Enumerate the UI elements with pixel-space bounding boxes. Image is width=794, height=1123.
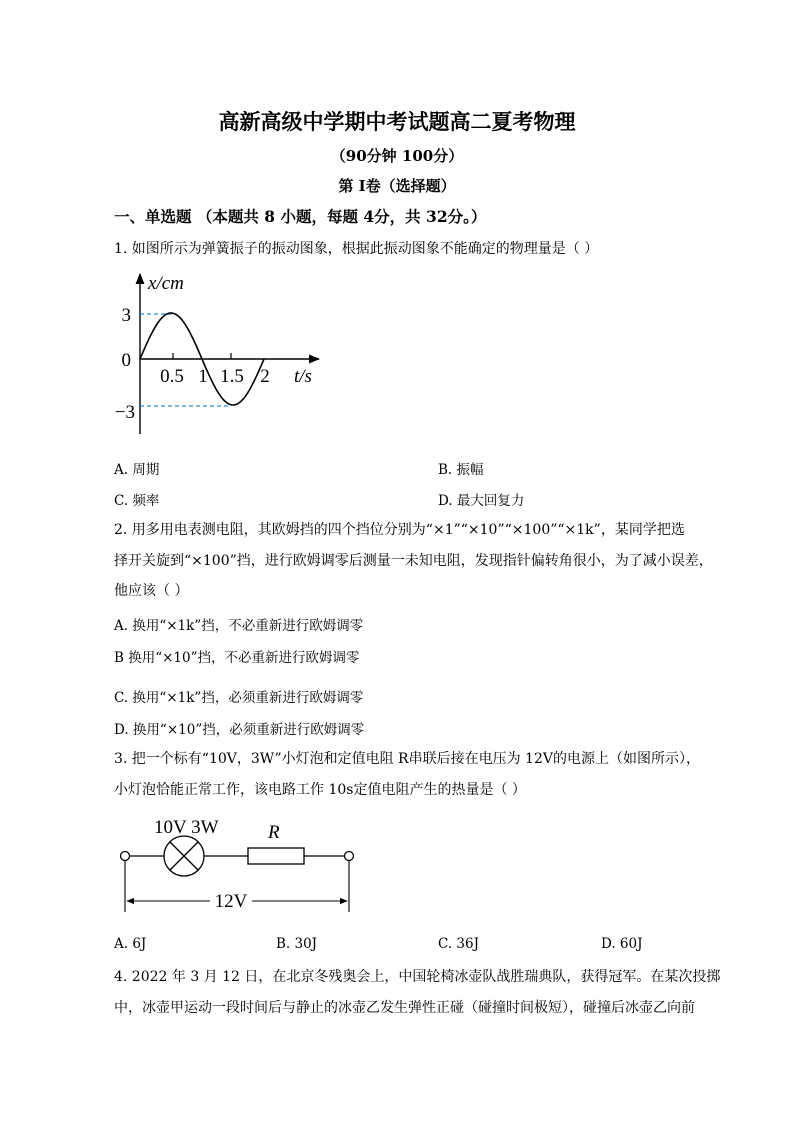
q1-option-d[interactable]: D. 最大回复力	[438, 493, 525, 509]
page-title: 高新高级中学期中考试题高二夏考物理	[218, 109, 576, 134]
q3-option-a[interactable]: A. 6J	[114, 936, 147, 952]
origin-label: 0	[121, 350, 131, 371]
x-tick-1-5: 1.5	[220, 366, 244, 387]
resistor-symbol	[248, 848, 304, 864]
part-title: 第 I卷（选择题）	[338, 177, 456, 195]
resistor-label: R	[268, 822, 280, 843]
question-2-stem-line-2: 择开关旋到“×100”挡，进行欧姆调零后测量一未知电阻，发现指针偏转角很小，为了减小误差，	[114, 553, 713, 569]
q2-option-d[interactable]: D. 换用“×10”挡，必须重新进行欧姆调零	[114, 722, 365, 738]
q2-option-a[interactable]: A. 换用“×1k”挡，不必重新进行欧姆调零	[114, 618, 364, 634]
question-4-stem-line-1: 4. 2022 年 3 月 12 日，在北京冬残奥会上，中国轮椅冰壶队战胜瑞典队，获得冠军。在某次投掷	[114, 969, 721, 985]
q2-option-c[interactable]: C. 换用“×1k”挡，必须重新进行欧姆调零	[114, 690, 364, 706]
question-4-stem-line-2: 中，冰壶甲运动一段时间后与静止的冰壶乙发生弹性正碰（碰撞时间极短），碰撞后冰壶乙向前	[114, 1000, 695, 1016]
question-2-stem-line-3: 他应该（ ）	[114, 583, 189, 599]
vibration-graph	[100, 260, 340, 445]
circuit-diagram	[110, 812, 370, 920]
y-tick-neg3: −3	[114, 402, 135, 423]
question-3-stem-line-2: 小灯泡恰能正常工作，该电路工作 10s定值电阻产生的热量是（ ）	[114, 782, 526, 798]
exam-duration-score: （90分钟 100分）	[330, 147, 464, 165]
left-terminal	[121, 852, 130, 861]
q1-option-c[interactable]: C. 频率	[114, 493, 160, 509]
q3-option-b[interactable]: B. 30J	[276, 936, 318, 952]
q1-option-b[interactable]: B. 振幅	[438, 462, 484, 478]
q3-option-d[interactable]: D. 60J	[601, 936, 643, 952]
y-tick-3: 3	[121, 305, 131, 326]
x-axis-label: t/s	[294, 366, 312, 387]
x-tick-0-5: 0.5	[160, 366, 184, 387]
right-terminal	[345, 852, 354, 861]
section-heading: 一、单选题 （本题共 8 小题，每题 4分，共 32分。）	[114, 207, 487, 226]
question-2-stem-line-1: 2. 用多用电表测电阻，其欧姆挡的四个挡位分别为“×1”“×10”“×100”“×1k”，某同学把选	[114, 522, 685, 538]
question-1-stem: 1. 如图所示为弹簧振子的振动图象，根据此振动图象不能确定的物理量是（ ）	[114, 241, 599, 257]
y-axis-label: x/cm	[148, 273, 184, 294]
q3-option-c[interactable]: C. 36J	[438, 936, 480, 952]
x-tick-2: 2	[260, 366, 270, 387]
q1-option-a[interactable]: A. 周期	[114, 462, 160, 478]
voltage-label: 12V	[214, 891, 248, 912]
question-3-stem-line-1: 3. 把一个标有“10V，3W”小灯泡和定值电阻 R串联后接在电压为 12V的电源上（如图所示），	[114, 751, 700, 767]
lamp-label: 10V 3W	[154, 817, 219, 838]
q2-option-b[interactable]: B 换用“×10”挡，不必重新进行欧姆调零	[114, 650, 360, 666]
x-tick-1: 1	[198, 366, 208, 387]
